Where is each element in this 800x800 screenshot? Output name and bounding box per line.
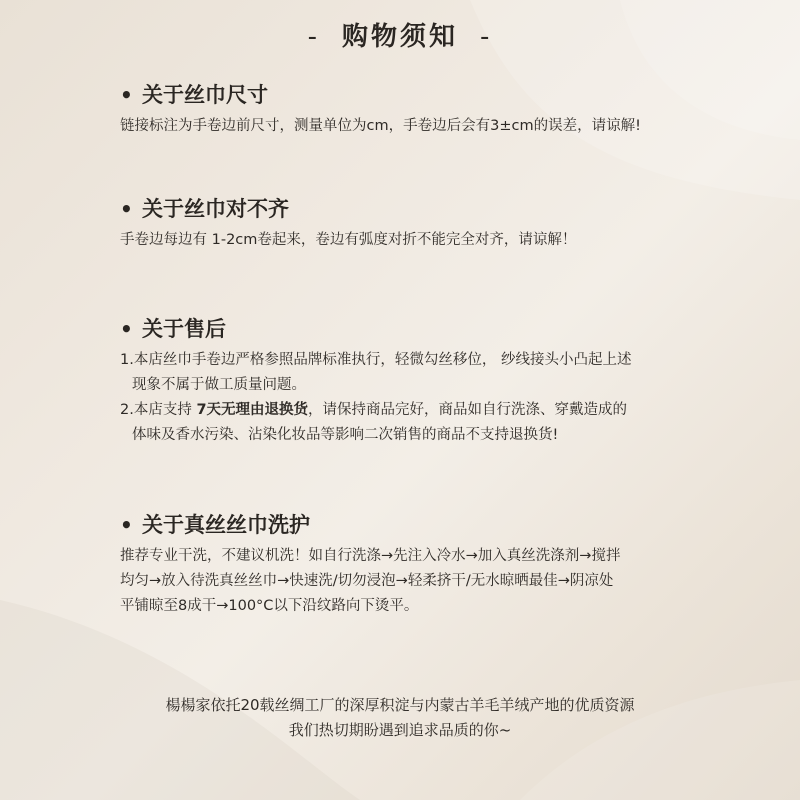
- section-heading-text: 关于真丝丝巾洗护: [142, 513, 310, 537]
- footer-line: 楊楊家依托20载丝绸工厂的深厚积淀与内蒙古羊毛羊绒产地的优质资源: [165, 696, 635, 714]
- page-title: [0, 16, 800, 53]
- section-after-sales: [120, 314, 710, 448]
- section-silk-care: [120, 510, 710, 619]
- section-body: [120, 228, 710, 253]
- title-dash-right: -: [480, 22, 493, 52]
- section-heading: [120, 80, 710, 110]
- body-text: 2.本店支持: [120, 402, 197, 418]
- section-heading-text: 关于丝巾尺寸: [142, 83, 268, 107]
- bullet-icon: •: [120, 513, 133, 537]
- section-heading: [120, 510, 710, 540]
- bullet-icon: •: [120, 83, 133, 107]
- section-heading-text: 关于售后: [142, 317, 226, 341]
- body-line: 体味及香水污染、沾染化妆品等影响二次销售的商品不支持退换货!: [132, 427, 559, 443]
- section-scarf-size: [120, 80, 710, 139]
- body-line: 链接标注为手卷边前尺寸，测量单位为cm，手卷边后会有3±cm的误差，请谅解!: [120, 118, 641, 134]
- body-line: 均匀→放入待洗真丝丝巾→快速洗/切勿浸泡→轻柔挤干/无水晾晒最佳→阴凉处: [120, 573, 614, 589]
- body-line: 现象不属于做工质量问题。: [132, 377, 306, 393]
- section-heading: [120, 314, 710, 344]
- body-line: [120, 398, 710, 423]
- title-text: 购物须知: [341, 22, 458, 52]
- brand-footer: [0, 693, 800, 743]
- section-scarf-alignment: [120, 194, 710, 253]
- bullet-icon: •: [120, 197, 133, 221]
- title-dash-left: -: [307, 22, 320, 52]
- section-heading-text: 关于丝巾对不齐: [142, 197, 289, 221]
- section-body: [120, 544, 710, 619]
- section-body: [120, 348, 710, 448]
- bullet-icon: •: [120, 317, 133, 341]
- body-line: 手卷边每边有 1-2cm卷起来，卷边有弧度对折不能完全对齐，请谅解！: [120, 232, 577, 248]
- return-policy-highlight: 7天无理由退换货: [196, 402, 309, 418]
- body-line: 推荐专业干洗，不建议机洗！如自行洗涤→先注入冷水→加入真丝洗涤剂→搅拌: [120, 548, 621, 564]
- body-line: 1.本店丝巾手卷边严格参照品牌标准执行，轻微勾丝移位， 纱线接头小凸起上述: [120, 352, 632, 368]
- body-line: 平铺晾至8成干→100°C以下沿纹路向下烫平。: [120, 598, 419, 614]
- body-text: ，请保持商品完好，商品如自行洗涤、穿戴造成的: [308, 402, 628, 418]
- section-body: [120, 114, 710, 139]
- section-heading: [120, 194, 710, 224]
- footer-line: 我们热切期盼遇到追求品质的你~: [288, 721, 512, 739]
